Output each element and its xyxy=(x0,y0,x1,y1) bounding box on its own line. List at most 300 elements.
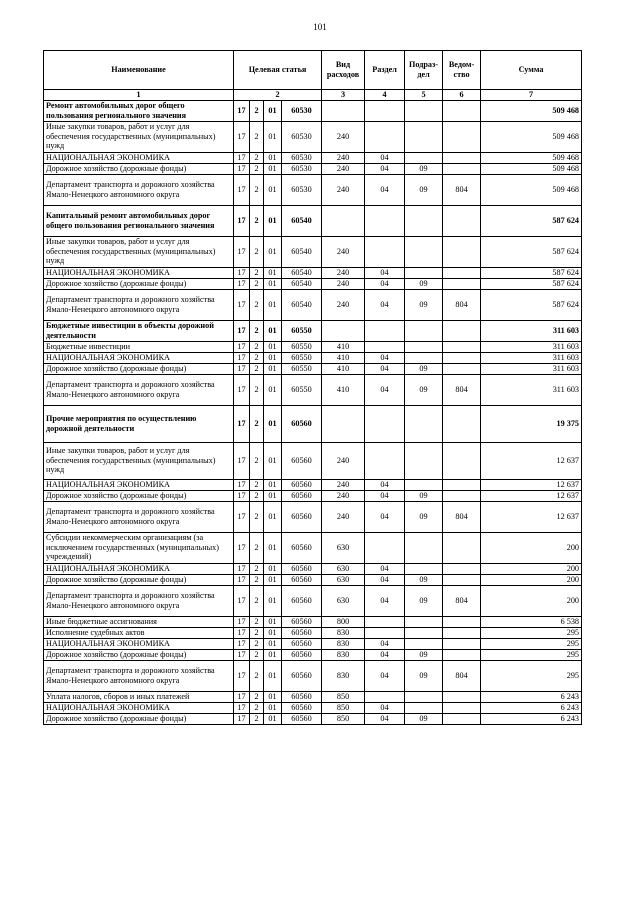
target-article-part: 60550 xyxy=(282,374,322,405)
target-article-part: 60540 xyxy=(282,205,322,236)
target-article-part: 01 xyxy=(264,405,282,442)
target-article-part: 60530 xyxy=(282,121,322,152)
section-cell: 04 xyxy=(365,574,405,585)
amount-cell: 295 xyxy=(481,627,582,638)
target-article-part: 17 xyxy=(234,649,250,660)
row-name-cell: Департамент транспорта и дорожного хозяйства Ямало-Ненецкого автономного округа xyxy=(44,374,234,405)
row-name-cell: Дорожное хозяйство (дорожные фонды) xyxy=(44,363,234,374)
section-cell: 04 xyxy=(365,374,405,405)
row-name-cell: НАЦИОНАЛЬНАЯ ЭКОНОМИКА xyxy=(44,352,234,363)
target-article-part: 17 xyxy=(234,405,250,442)
table-row xyxy=(44,638,582,649)
table-row xyxy=(44,320,582,341)
amount-cell: 6 243 xyxy=(481,691,582,702)
section-cell: 04 xyxy=(365,501,405,532)
target-article-part: 60530 xyxy=(282,163,322,174)
target-article-part: 17 xyxy=(234,713,250,724)
subsection-cell: 09 xyxy=(405,490,443,501)
header-department: Ведом-ство xyxy=(443,51,481,90)
target-article-part: 60560 xyxy=(282,702,322,713)
expense-type-cell: 630 xyxy=(322,532,365,563)
expense-type-cell: 240 xyxy=(322,479,365,490)
section-cell xyxy=(365,341,405,352)
table-row xyxy=(44,490,582,501)
subsection-cell: 09 xyxy=(405,713,443,724)
target-article-part: 01 xyxy=(264,479,282,490)
target-article-part: 60530 xyxy=(282,174,322,205)
target-article-part: 60560 xyxy=(282,616,322,627)
row-name-cell: Дорожное хозяйство (дорожные фонды) xyxy=(44,713,234,724)
table-row xyxy=(44,267,582,278)
target-article-part: 17 xyxy=(234,374,250,405)
expense-type-cell: 850 xyxy=(322,702,365,713)
target-article-part: 60560 xyxy=(282,691,322,702)
section-cell: 04 xyxy=(365,289,405,320)
target-article-part: 17 xyxy=(234,341,250,352)
target-article-part: 2 xyxy=(250,289,264,320)
target-article-part: 17 xyxy=(234,267,250,278)
subsection-cell xyxy=(405,702,443,713)
row-name-cell: НАЦИОНАЛЬНАЯ ЭКОНОМИКА xyxy=(44,702,234,713)
section-cell xyxy=(365,442,405,479)
target-article-part: 60560 xyxy=(282,563,322,574)
table-row xyxy=(44,236,582,267)
department-cell xyxy=(443,205,481,236)
target-article-part: 17 xyxy=(234,691,250,702)
subsection-cell: 09 xyxy=(405,174,443,205)
header-section: Раздел xyxy=(365,51,405,90)
department-cell xyxy=(443,236,481,267)
table-row xyxy=(44,479,582,490)
subsection-cell xyxy=(405,205,443,236)
table-row xyxy=(44,374,582,405)
amount-cell: 200 xyxy=(481,574,582,585)
department-cell xyxy=(443,563,481,574)
column-number: 4 xyxy=(365,90,405,101)
table-row xyxy=(44,627,582,638)
table-body xyxy=(44,100,582,724)
amount-cell: 6 243 xyxy=(481,702,582,713)
expense-type-cell: 240 xyxy=(322,174,365,205)
table-row xyxy=(44,341,582,352)
subsection-cell xyxy=(405,479,443,490)
target-article-part: 2 xyxy=(250,479,264,490)
target-article-part: 60540 xyxy=(282,278,322,289)
row-name-cell: Иные бюджетные ассигнования xyxy=(44,616,234,627)
section-cell xyxy=(365,616,405,627)
row-name-cell: Капитальный ремонт автомобильных дорог общего пользования регионального значения xyxy=(44,205,234,236)
row-name-cell: Прочие мероприятия по осуществлению дорожной деятельности xyxy=(44,405,234,442)
target-article-part: 2 xyxy=(250,627,264,638)
target-article-part: 60540 xyxy=(282,236,322,267)
target-article-part: 60530 xyxy=(282,152,322,163)
header-row xyxy=(44,51,582,90)
department-cell xyxy=(443,713,481,724)
target-article-part: 17 xyxy=(234,100,250,121)
amount-cell: 587 624 xyxy=(481,205,582,236)
target-article-part: 17 xyxy=(234,152,250,163)
department-cell: 804 xyxy=(443,585,481,616)
subsection-cell: 09 xyxy=(405,585,443,616)
target-article-part: 60550 xyxy=(282,320,322,341)
subsection-cell: 09 xyxy=(405,289,443,320)
target-article-part: 2 xyxy=(250,341,264,352)
subsection-cell xyxy=(405,267,443,278)
department-cell xyxy=(443,152,481,163)
section-cell: 04 xyxy=(365,174,405,205)
target-article-part: 17 xyxy=(234,278,250,289)
target-article-part: 60560 xyxy=(282,574,322,585)
table-row xyxy=(44,278,582,289)
target-article-part: 01 xyxy=(264,100,282,121)
expense-type-cell: 830 xyxy=(322,649,365,660)
section-cell: 04 xyxy=(365,713,405,724)
target-article-part: 2 xyxy=(250,121,264,152)
amount-cell: 509 468 xyxy=(481,152,582,163)
target-article-part: 01 xyxy=(264,501,282,532)
subsection-cell xyxy=(405,100,443,121)
target-article-part: 17 xyxy=(234,236,250,267)
expense-type-cell: 800 xyxy=(322,616,365,627)
target-article-part: 01 xyxy=(264,691,282,702)
amount-cell: 295 xyxy=(481,649,582,660)
target-article-part: 2 xyxy=(250,320,264,341)
department-cell xyxy=(443,100,481,121)
amount-cell: 200 xyxy=(481,563,582,574)
table-row xyxy=(44,152,582,163)
row-name-cell: Субсидии некоммерческим организациям (за исключением государственных (муниципальных) учреждений) xyxy=(44,532,234,563)
target-article-part: 2 xyxy=(250,501,264,532)
amount-cell: 12 637 xyxy=(481,501,582,532)
target-article-part: 60560 xyxy=(282,442,322,479)
table-row xyxy=(44,289,582,320)
section-cell xyxy=(365,405,405,442)
target-article-part: 17 xyxy=(234,627,250,638)
amount-cell: 311 603 xyxy=(481,363,582,374)
section-cell: 04 xyxy=(365,479,405,490)
target-article-part: 01 xyxy=(264,363,282,374)
table-row xyxy=(44,352,582,363)
department-cell xyxy=(443,163,481,174)
target-article-part: 01 xyxy=(264,702,282,713)
section-cell xyxy=(365,532,405,563)
target-article-part: 60550 xyxy=(282,363,322,374)
section-cell: 04 xyxy=(365,702,405,713)
target-article-part: 01 xyxy=(264,713,282,724)
target-article-part: 60560 xyxy=(282,585,322,616)
department-cell xyxy=(443,691,481,702)
department-cell xyxy=(443,616,481,627)
expense-type-cell xyxy=(322,320,365,341)
expense-type-cell: 240 xyxy=(322,442,365,479)
target-article-part: 2 xyxy=(250,563,264,574)
target-article-part: 60540 xyxy=(282,267,322,278)
table-row xyxy=(44,363,582,374)
target-article-part: 2 xyxy=(250,236,264,267)
target-article-part: 17 xyxy=(234,638,250,649)
department-cell: 804 xyxy=(443,374,481,405)
page-number: 101 xyxy=(313,22,327,32)
subsection-cell xyxy=(405,627,443,638)
expense-type-cell: 630 xyxy=(322,563,365,574)
target-article-part: 01 xyxy=(264,163,282,174)
target-article-part: 01 xyxy=(264,627,282,638)
row-name-cell: Департамент транспорта и дорожного хозяйства Ямало-Ненецкого автономного округа xyxy=(44,174,234,205)
target-article-part: 2 xyxy=(250,152,264,163)
section-cell: 04 xyxy=(365,660,405,691)
department-cell xyxy=(443,121,481,152)
row-name-cell: Бюджетные инвестиции xyxy=(44,341,234,352)
section-cell: 04 xyxy=(365,278,405,289)
target-article-part: 17 xyxy=(234,320,250,341)
expense-type-cell: 410 xyxy=(322,363,365,374)
amount-cell: 200 xyxy=(481,585,582,616)
table-row xyxy=(44,574,582,585)
expense-type-cell: 830 xyxy=(322,638,365,649)
target-article-part: 60560 xyxy=(282,627,322,638)
budget-table xyxy=(43,50,582,725)
table-row xyxy=(44,100,582,121)
row-name-cell: Ремонт автомобильных дорог общего пользования регионального значения xyxy=(44,100,234,121)
target-article-part: 01 xyxy=(264,121,282,152)
row-name-cell: Дорожное хозяйство (дорожные фонды) xyxy=(44,278,234,289)
department-cell xyxy=(443,278,481,289)
row-name-cell: Бюджетные инвестиции в объекты дорожной деятельности xyxy=(44,320,234,341)
target-article-part: 60560 xyxy=(282,405,322,442)
department-cell xyxy=(443,702,481,713)
target-article-part: 2 xyxy=(250,490,264,501)
subsection-cell xyxy=(405,616,443,627)
target-article-part: 17 xyxy=(234,616,250,627)
target-article-part: 17 xyxy=(234,532,250,563)
amount-cell: 587 624 xyxy=(481,236,582,267)
department-cell xyxy=(443,649,481,660)
table-row xyxy=(44,501,582,532)
target-article-part: 2 xyxy=(250,574,264,585)
table-row xyxy=(44,702,582,713)
row-name-cell: НАЦИОНАЛЬНАЯ ЭКОНОМИКА xyxy=(44,563,234,574)
amount-cell: 6 538 xyxy=(481,616,582,627)
target-article-part: 01 xyxy=(264,638,282,649)
section-cell: 04 xyxy=(365,563,405,574)
column-number: 2 xyxy=(234,90,322,101)
expense-type-cell: 240 xyxy=(322,490,365,501)
department-cell xyxy=(443,627,481,638)
target-article-part: 17 xyxy=(234,490,250,501)
subsection-cell: 09 xyxy=(405,363,443,374)
target-article-part: 01 xyxy=(264,563,282,574)
target-article-part: 01 xyxy=(264,585,282,616)
header-amount: Сумма xyxy=(481,51,582,90)
target-article-part: 2 xyxy=(250,660,264,691)
department-cell xyxy=(443,341,481,352)
subsection-cell xyxy=(405,121,443,152)
subsection-cell: 09 xyxy=(405,163,443,174)
row-name-cell: Иные закупки товаров, работ и услуг для обеспечения государственных (муниципальных) нужд xyxy=(44,236,234,267)
department-cell xyxy=(443,574,481,585)
subsection-cell xyxy=(405,341,443,352)
target-article-part: 17 xyxy=(234,205,250,236)
department-cell xyxy=(443,490,481,501)
subsection-cell xyxy=(405,405,443,442)
section-cell xyxy=(365,205,405,236)
target-article-part: 17 xyxy=(234,289,250,320)
department-cell xyxy=(443,267,481,278)
amount-cell: 509 468 xyxy=(481,121,582,152)
section-cell: 04 xyxy=(365,363,405,374)
section-cell xyxy=(365,100,405,121)
expense-type-cell xyxy=(322,205,365,236)
section-cell: 04 xyxy=(365,585,405,616)
department-cell xyxy=(443,479,481,490)
expense-type-cell: 410 xyxy=(322,374,365,405)
section-cell: 04 xyxy=(365,649,405,660)
table-row xyxy=(44,660,582,691)
row-name-cell: Уплата налогов, сборов и иных платежей xyxy=(44,691,234,702)
expense-type-cell: 240 xyxy=(322,289,365,320)
target-article-part: 01 xyxy=(264,174,282,205)
section-cell: 04 xyxy=(365,490,405,501)
amount-cell: 295 xyxy=(481,638,582,649)
expense-type-cell: 240 xyxy=(322,163,365,174)
target-article-part: 60560 xyxy=(282,532,322,563)
target-article-part: 01 xyxy=(264,236,282,267)
section-cell: 04 xyxy=(365,163,405,174)
target-article-part: 01 xyxy=(264,616,282,627)
table-row xyxy=(44,616,582,627)
expense-type-cell: 240 xyxy=(322,236,365,267)
department-cell xyxy=(443,532,481,563)
target-article-part: 01 xyxy=(264,320,282,341)
row-name-cell: Исполнение судебных актов xyxy=(44,627,234,638)
expense-type-cell: 410 xyxy=(322,341,365,352)
section-cell xyxy=(365,627,405,638)
table-row xyxy=(44,174,582,205)
section-cell: 04 xyxy=(365,352,405,363)
amount-cell: 295 xyxy=(481,660,582,691)
expense-type-cell: 240 xyxy=(322,267,365,278)
target-article-part: 01 xyxy=(264,341,282,352)
expense-type-cell xyxy=(322,405,365,442)
column-number: 1 xyxy=(44,90,234,101)
target-article-part: 60560 xyxy=(282,490,322,501)
expense-type-cell: 830 xyxy=(322,660,365,691)
target-article-part: 2 xyxy=(250,363,264,374)
target-article-part: 60540 xyxy=(282,289,322,320)
subsection-cell xyxy=(405,152,443,163)
target-article-part: 60560 xyxy=(282,501,322,532)
table-row xyxy=(44,585,582,616)
subsection-cell xyxy=(405,236,443,267)
column-number: 7 xyxy=(481,90,582,101)
column-number-row xyxy=(44,90,582,101)
department-cell: 804 xyxy=(443,289,481,320)
target-article-part: 01 xyxy=(264,352,282,363)
subsection-cell: 09 xyxy=(405,374,443,405)
amount-cell: 200 xyxy=(481,532,582,563)
amount-cell: 19 375 xyxy=(481,405,582,442)
amount-cell: 12 637 xyxy=(481,442,582,479)
row-name-cell: Департамент транспорта и дорожного хозяйства Ямало-Ненецкого автономного округа xyxy=(44,501,234,532)
target-article-part: 60560 xyxy=(282,660,322,691)
column-number: 5 xyxy=(405,90,443,101)
expense-type-cell: 830 xyxy=(322,627,365,638)
target-article-part: 17 xyxy=(234,121,250,152)
table-row xyxy=(44,205,582,236)
amount-cell: 509 468 xyxy=(481,174,582,205)
amount-cell: 311 603 xyxy=(481,320,582,341)
expense-type-cell xyxy=(322,100,365,121)
row-name-cell: Иные закупки товаров, работ и услуг для обеспечения государственных (муниципальных) нужд xyxy=(44,442,234,479)
target-article-part: 2 xyxy=(250,713,264,724)
header-expense-type: Вид расходов xyxy=(322,51,365,90)
header-target-article: Целевая статья xyxy=(234,51,322,90)
target-article-part: 17 xyxy=(234,352,250,363)
target-article-part: 60530 xyxy=(282,100,322,121)
column-number: 3 xyxy=(322,90,365,101)
section-cell xyxy=(365,121,405,152)
section-cell: 04 xyxy=(365,638,405,649)
target-article-part: 2 xyxy=(250,267,264,278)
column-number: 6 xyxy=(443,90,481,101)
target-article-part: 01 xyxy=(264,267,282,278)
target-article-part: 2 xyxy=(250,649,264,660)
target-article-part: 01 xyxy=(264,442,282,479)
target-article-part: 17 xyxy=(234,660,250,691)
table-row xyxy=(44,121,582,152)
target-article-part: 17 xyxy=(234,479,250,490)
amount-cell: 509 468 xyxy=(481,163,582,174)
subsection-cell: 09 xyxy=(405,278,443,289)
table-row xyxy=(44,691,582,702)
row-name-cell: Иные закупки товаров, работ и услуг для обеспечения государственных (муниципальных) нужд xyxy=(44,121,234,152)
department-cell xyxy=(443,405,481,442)
subsection-cell: 09 xyxy=(405,649,443,660)
target-article-part: 60560 xyxy=(282,649,322,660)
row-name-cell: НАЦИОНАЛЬНАЯ ЭКОНОМИКА xyxy=(44,638,234,649)
target-article-part: 2 xyxy=(250,352,264,363)
row-name-cell: Департамент транспорта и дорожного хозяйства Ямало-Ненецкого автономного округа xyxy=(44,585,234,616)
target-article-part: 60550 xyxy=(282,341,322,352)
department-cell xyxy=(443,320,481,341)
target-article-part: 60560 xyxy=(282,713,322,724)
expense-type-cell: 240 xyxy=(322,278,365,289)
target-article-part: 17 xyxy=(234,163,250,174)
table-row xyxy=(44,442,582,479)
target-article-part: 2 xyxy=(250,278,264,289)
target-article-part: 17 xyxy=(234,585,250,616)
target-article-part: 01 xyxy=(264,649,282,660)
header-subsection: Подраз-дел xyxy=(405,51,443,90)
amount-cell: 587 624 xyxy=(481,278,582,289)
target-article-part: 2 xyxy=(250,442,264,479)
table-row xyxy=(44,713,582,724)
table-row xyxy=(44,563,582,574)
target-article-part: 60560 xyxy=(282,638,322,649)
target-article-part: 2 xyxy=(250,702,264,713)
department-cell xyxy=(443,352,481,363)
target-article-part: 2 xyxy=(250,532,264,563)
target-article-part: 01 xyxy=(264,532,282,563)
department-cell: 804 xyxy=(443,174,481,205)
department-cell: 804 xyxy=(443,660,481,691)
target-article-part: 17 xyxy=(234,702,250,713)
target-article-part: 01 xyxy=(264,152,282,163)
subsection-cell xyxy=(405,638,443,649)
target-article-part: 01 xyxy=(264,490,282,501)
table-row xyxy=(44,649,582,660)
target-article-part: 17 xyxy=(234,442,250,479)
